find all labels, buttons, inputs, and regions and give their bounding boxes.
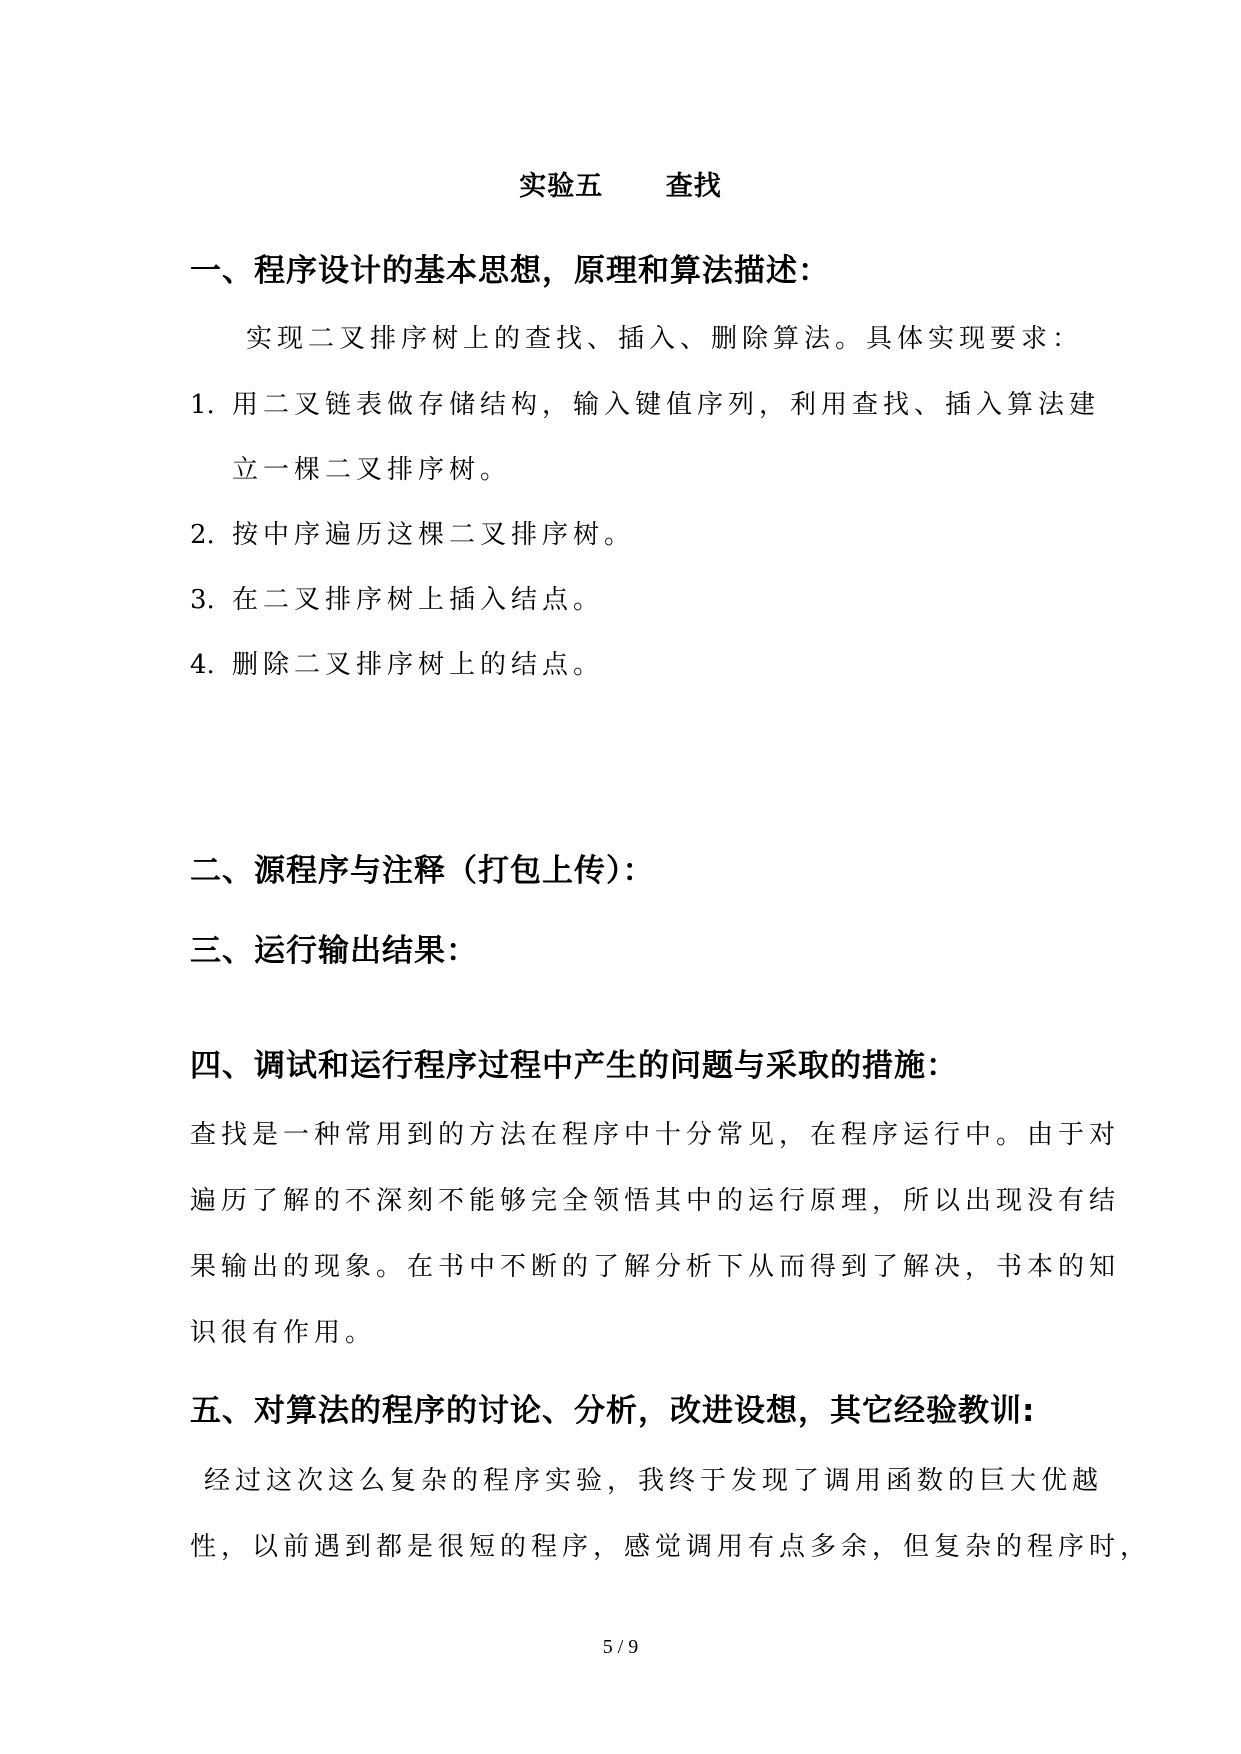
list-item-3 xyxy=(190,579,604,616)
section-3-heading: 三、运行输出结果： xyxy=(190,933,478,969)
list-item-1 xyxy=(190,384,1100,421)
list-number: 2. xyxy=(190,520,215,550)
page-number: 5 / 9 xyxy=(602,1636,639,1658)
list-number: 1. xyxy=(190,390,215,420)
section-4-line-4: 识很有作用。 xyxy=(190,1318,377,1348)
section-5-line-1: 经过这次这么复杂的程序实验，我终于发现了调用函数的巨大优越 xyxy=(204,1466,1104,1496)
list-number: 4. xyxy=(190,650,215,680)
section-4-line-1: 查找是一种常用到的方法在程序中十分常见，在程序运行中。由于对 xyxy=(190,1120,1121,1150)
list-item-text: 按中序遍历这棵二叉排序树。 xyxy=(232,520,636,550)
section-5-line-2: 性，以前遇到都是很短的程序，感觉调用有点多余，但复杂的程序时， xyxy=(190,1532,1152,1562)
section-4-heading: 四、调试和运行程序过程中产生的问题与采取的措施： xyxy=(190,1048,958,1084)
section-2-heading: 二、源程序与注释（打包上传）： xyxy=(190,853,655,889)
list-item-text: 删除二叉排序树上的结点。 xyxy=(232,650,605,680)
list-item-text: 在二叉排序树上插入结点。 xyxy=(232,585,605,615)
section-4-line-3: 果输出的现象。在书中不断的了解分析下从而得到了解决，书本的知 xyxy=(190,1252,1121,1282)
page-title: 实验五 查找 xyxy=(519,171,722,202)
list-item-4 xyxy=(190,644,604,681)
list-item-text: 用二叉链表做存储结构，输入键值序列，利用查找、插入算法建 xyxy=(232,390,1101,420)
section-1-heading: 一、程序设计的基本思想，原理和算法描述： xyxy=(190,253,830,289)
section-4-line-2: 遍历了解的不深刻不能够完全领悟其中的运行原理，所以出现没有结 xyxy=(190,1186,1121,1216)
section-1-intro: 实现二叉排序树上的查找、插入、删除算法。具体实现要求： xyxy=(246,324,1084,354)
list-item-2 xyxy=(190,514,635,551)
list-number: 3. xyxy=(190,585,215,615)
section-5-heading: 五、对算法的程序的讨论、分析，改进设想，其它经验教训: xyxy=(190,1393,1036,1429)
list-item-1-continuation: 立一棵二叉排序树。 xyxy=(232,455,512,485)
